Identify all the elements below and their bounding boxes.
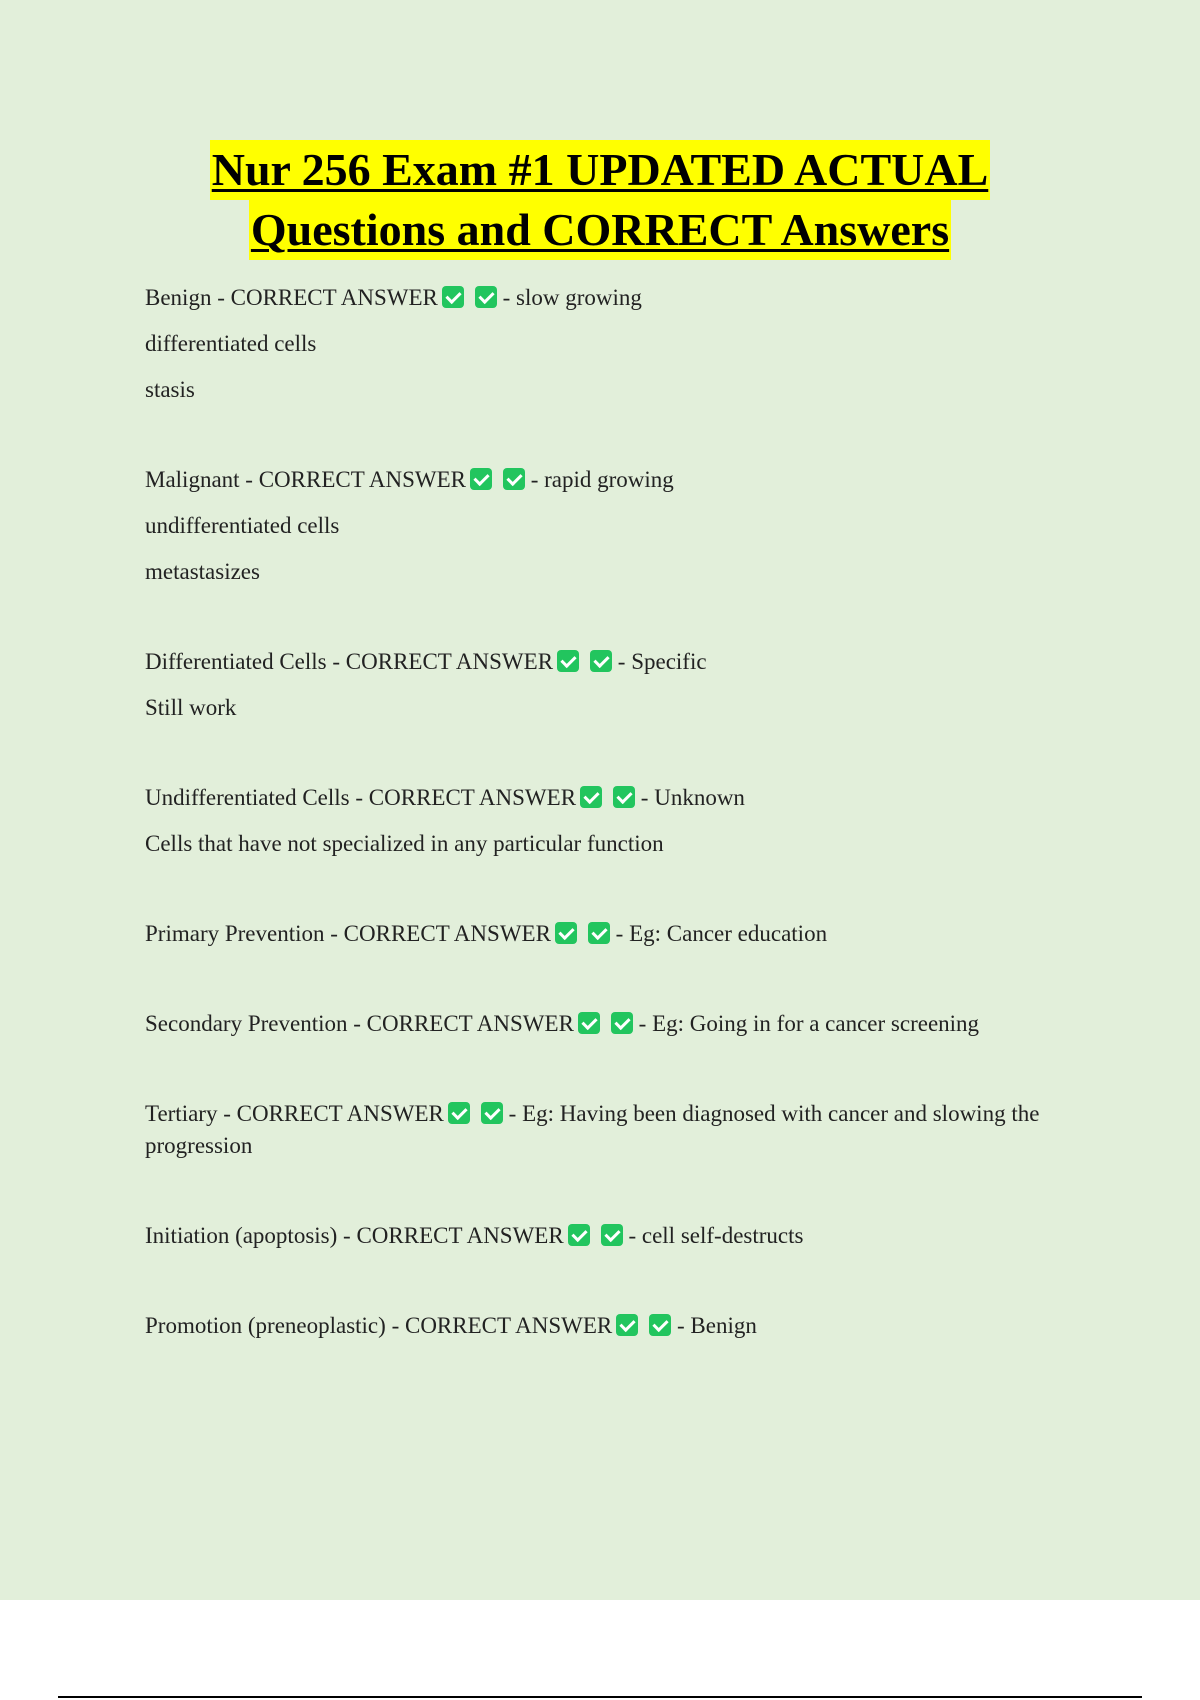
qa-term: Initiation (apoptosis) xyxy=(145,1223,338,1248)
qa-answer: cell self-destructs xyxy=(641,1223,804,1248)
qa-term: Promotion (preneoplastic) xyxy=(145,1313,386,1338)
separator: - xyxy=(622,1223,642,1248)
qa-answer-line xyxy=(145,1220,1105,1252)
correct-answer-marker: CORRECT ANSWER xyxy=(404,1313,613,1338)
qa-answer-line xyxy=(145,646,1105,678)
qa-term: Primary Prevention xyxy=(145,921,325,946)
green-checkbox-icon xyxy=(649,1314,671,1336)
footer-rule xyxy=(58,1696,1142,1698)
qa-detail-line: Still work xyxy=(145,695,237,720)
correct-answer-marker: CORRECT ANSWER xyxy=(343,921,551,946)
qa-entry xyxy=(145,646,1105,724)
qa-answer-line xyxy=(145,782,1105,814)
qa-detail-line: differentiated cells xyxy=(145,331,317,356)
separator: - xyxy=(217,1101,237,1126)
title-line-1: Nur 256 Exam #1 UPDATED ACTUAL xyxy=(210,140,991,200)
green-checkbox-icon xyxy=(568,1224,590,1246)
separator: - xyxy=(609,921,630,946)
qa-term: Tertiary xyxy=(145,1101,218,1126)
qa-answer-line xyxy=(145,464,1105,496)
green-checkbox-icon xyxy=(590,650,612,672)
green-checkbox-icon xyxy=(578,1012,600,1034)
document-title xyxy=(0,140,1200,260)
green-checkbox-icon xyxy=(557,650,579,672)
green-checkbox-icon xyxy=(448,1102,470,1124)
correct-answer-marker: CORRECT ANSWER xyxy=(368,785,577,810)
green-checkbox-icon xyxy=(613,786,635,808)
qa-detail-line: stasis xyxy=(145,377,195,402)
qa-answer: Eg: Having been diagnosed with cancer and slowing the progression xyxy=(145,1101,1040,1158)
green-checkbox-icon xyxy=(588,922,610,944)
qa-term: Differentiated Cells xyxy=(145,649,327,674)
qa-entry xyxy=(145,782,1105,860)
qa-term: Secondary Prevention xyxy=(145,1011,348,1036)
qa-term: Undifferentiated Cells xyxy=(145,785,350,810)
qa-term: Malignant xyxy=(145,467,240,492)
separator: - xyxy=(347,1011,367,1036)
qa-answer-line xyxy=(145,1008,1105,1040)
qa-detail-line: Cells that have not specialized in any particular function xyxy=(145,831,664,856)
separator: - xyxy=(496,285,517,310)
separator: - xyxy=(524,467,545,492)
qa-term: Benign xyxy=(145,285,212,310)
qa-entry xyxy=(145,464,1105,588)
qa-detail-line: undifferentiated cells xyxy=(145,513,340,538)
green-checkbox-icon xyxy=(475,286,497,308)
green-checkbox-icon xyxy=(503,468,525,490)
qa-answer: Eg: Going in for a cancer screening xyxy=(652,1011,980,1036)
qa-answer: rapid growing xyxy=(544,467,674,492)
qa-entry xyxy=(145,1310,1105,1342)
qa-list xyxy=(145,282,1105,1342)
qa-detail-line: metastasizes xyxy=(145,559,260,584)
correct-answer-marker: CORRECT ANSWER xyxy=(345,649,554,674)
correct-answer-marker: CORRECT ANSWER xyxy=(366,1011,574,1036)
qa-answer-line xyxy=(145,1310,1105,1342)
green-checkbox-icon xyxy=(601,1224,623,1246)
green-checkbox-icon xyxy=(481,1102,503,1124)
separator: - xyxy=(502,1101,523,1126)
separator: - xyxy=(211,285,231,310)
qa-entry xyxy=(145,1098,1105,1162)
qa-answer: Specific xyxy=(631,649,707,674)
qa-answer: slow growing xyxy=(516,285,642,310)
separator: - xyxy=(632,1011,653,1036)
correct-answer-marker: CORRECT ANSWER xyxy=(258,467,466,492)
separator: - xyxy=(349,785,369,810)
qa-answer-line xyxy=(145,918,1105,950)
qa-entry xyxy=(145,282,1105,406)
qa-answer-line xyxy=(145,282,1105,314)
qa-entry xyxy=(145,1008,1105,1040)
qa-entry xyxy=(145,918,1105,950)
separator: - xyxy=(671,1313,691,1338)
separator: - xyxy=(337,1223,357,1248)
title-line-2: Questions and CORRECT Answers xyxy=(249,200,951,260)
correct-answer-marker: CORRECT ANSWER xyxy=(356,1223,564,1248)
separator: - xyxy=(324,921,344,946)
green-checkbox-icon xyxy=(442,286,464,308)
green-checkbox-icon xyxy=(611,1012,633,1034)
separator: - xyxy=(385,1313,405,1338)
separator: - xyxy=(326,649,346,674)
separator: - xyxy=(635,785,655,810)
green-checkbox-icon xyxy=(580,786,602,808)
separator: - xyxy=(239,467,259,492)
qa-entry xyxy=(145,1220,1105,1252)
qa-answer: Benign xyxy=(690,1313,757,1338)
qa-answer-line xyxy=(145,1098,1105,1162)
green-checkbox-icon xyxy=(616,1314,638,1336)
separator: - xyxy=(612,649,632,674)
correct-answer-marker: CORRECT ANSWER xyxy=(230,285,438,310)
qa-answer: Unknown xyxy=(654,785,745,810)
qa-answer: Eg: Cancer education xyxy=(629,921,828,946)
green-checkbox-icon xyxy=(555,922,577,944)
green-checkbox-icon xyxy=(470,468,492,490)
correct-answer-marker: CORRECT ANSWER xyxy=(236,1101,444,1126)
